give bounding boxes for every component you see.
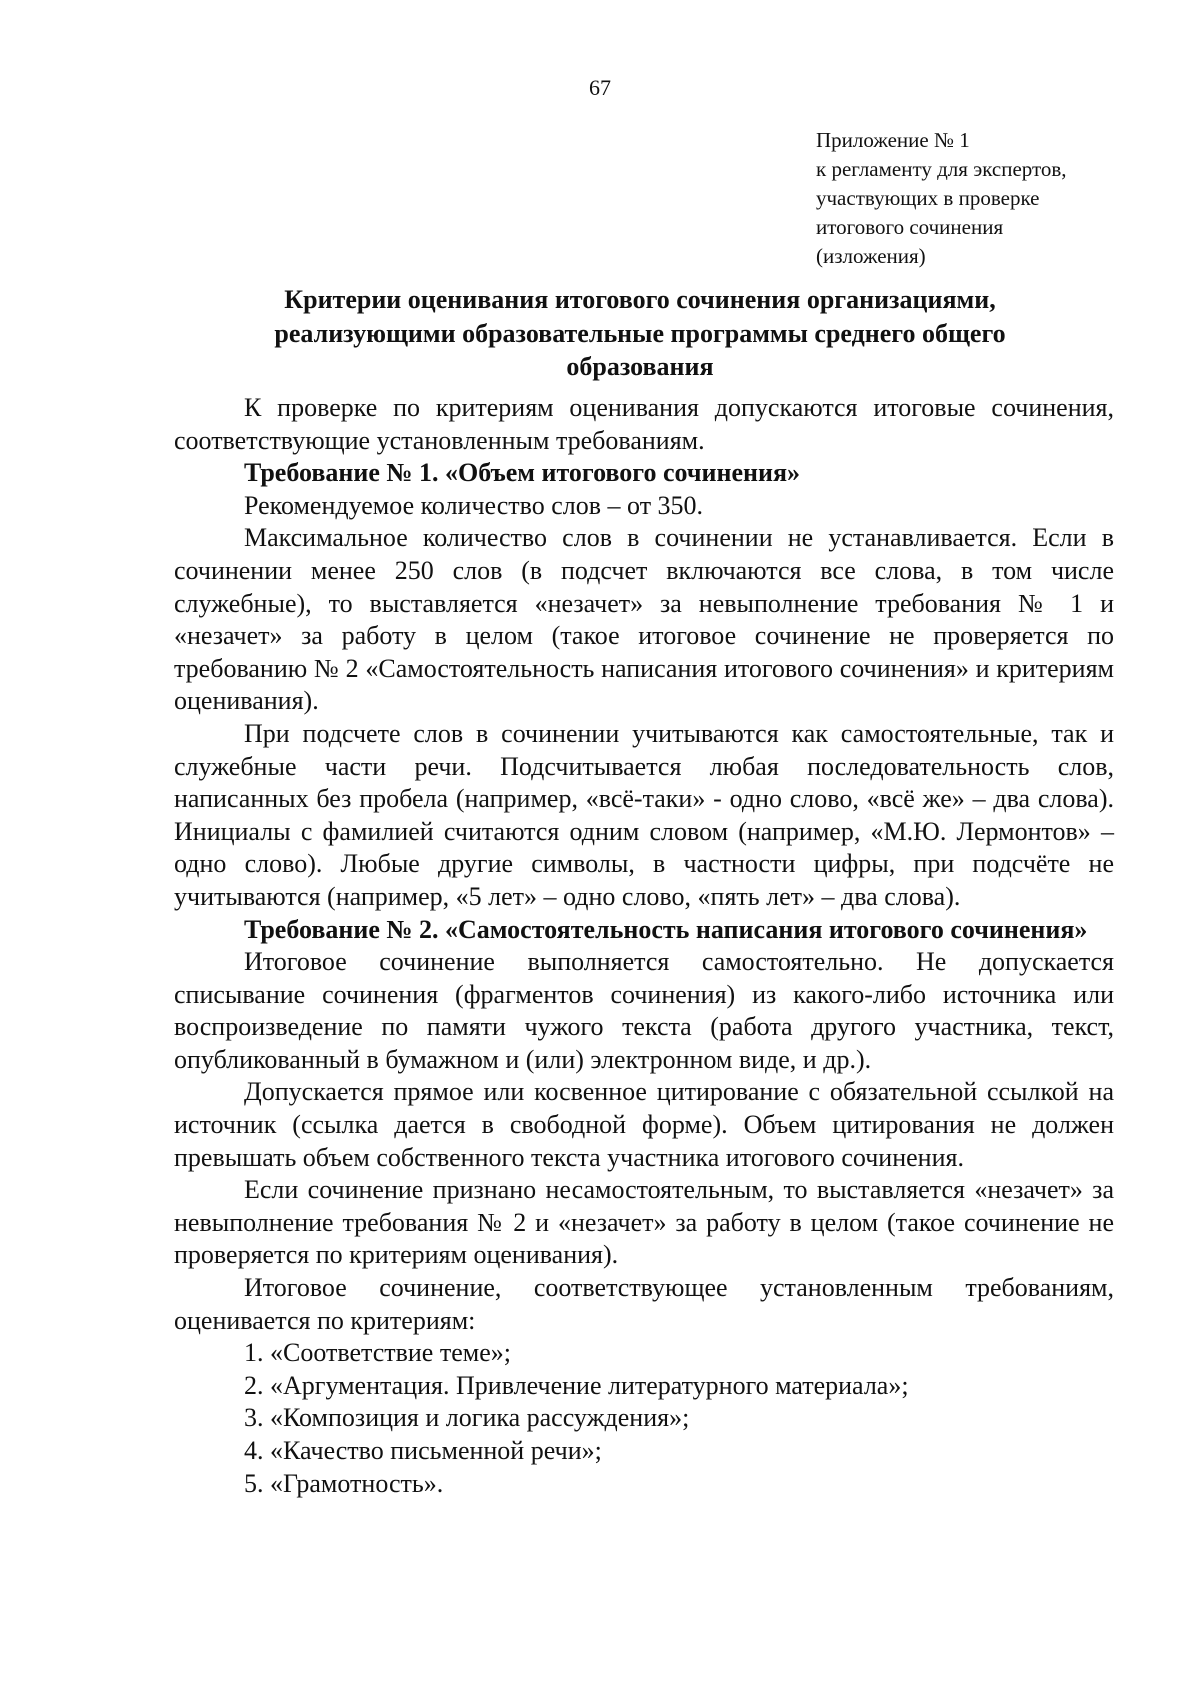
paragraph-word-counting: При подсчете слов в сочинении учитываются как самостоятельные, так и служебные части речи. Подсчитывается любая последовательность слов, написанных без пробела (например, «всё-таки» - одно слово, «всё же» – два слова). Инициалы с фамилией считаются одним словом (например, «М.Ю. Лермонтов» – одно слово). Любые другие символы, в частности цифры, при подсчёте не учитываются (например, «5 лет» – одно слово, «пять лет» – два слова). bbox=[174, 718, 1114, 911]
appendix-line: итогового сочинения bbox=[816, 215, 1004, 239]
paragraph-max-words: Максимальное количество слов в сочинении не устанавливается. Если в сочинении менее 250 слов (в подсчет включаются все слова, в том числе служебные), то выставляется «незачет» за невыполнение требования № 1 и «незачет» за работу в целом (такое итоговое сочинение не проверяется по требованию № 2 «Самостоятельность написания итогового сочинения» и критериям оценивания). bbox=[174, 523, 1114, 716]
criteria-item: 3. «Композиция и логика рассуждения»; bbox=[244, 1403, 690, 1433]
page-number: 67 bbox=[589, 75, 611, 100]
document-body bbox=[174, 392, 1114, 1500]
appendix-line: к регламенту для экспертов, bbox=[816, 157, 1067, 181]
paragraph-criteria-intro: Итоговое сочинение, соответствующее установленным требованиям, оценивается по критериям: bbox=[174, 1273, 1114, 1335]
paragraph-independence: Итоговое сочинение выполняется самостоятельно. Не допускается списывание сочинения (фрагментов сочинения) из какого-либо источника или воспроизведение по памяти чужого текста (работа другого участника, текст, опубликованный в бумажном и (или) электронном виде, и др.). bbox=[174, 947, 1114, 1074]
title-line: образования bbox=[566, 352, 714, 381]
paragraph-non-independent: Если сочинение признано несамостоятельным, то выставляется «незачет» за невыполнение требования № 2 и «незачет» за работу в целом (такое сочинение не проверяется по критериям оценивания). bbox=[174, 1175, 1114, 1270]
appendix-note bbox=[816, 126, 1186, 271]
criteria-item: 1. «Соответствие теме»; bbox=[244, 1338, 511, 1368]
intro-paragraph: К проверке по критериям оценивания допускаются итоговые сочинения, соответствующие установленным требованиям. bbox=[174, 393, 1114, 455]
appendix-line: участвующих в проверке bbox=[816, 186, 1040, 210]
criteria-item: 5. «Грамотность». bbox=[244, 1468, 444, 1498]
title-line: Критерии оценивания итогового сочинения организациями, bbox=[284, 285, 996, 314]
criteria-item: 4. «Качество письменной речи»; bbox=[244, 1436, 602, 1465]
criteria-item: 2. «Аргументация. Привлечение литературного материала»; bbox=[244, 1370, 909, 1400]
appendix-line: (изложения) bbox=[816, 244, 926, 268]
document-title bbox=[160, 283, 1120, 384]
recommended-word-count: Рекомендуемое количество слов – от 350. bbox=[244, 490, 704, 520]
paragraph-citation: Допускается прямое или косвенное цитирование с обязательной ссылкой на источник (ссылка дается в свободной форме). Объем цитирования не должен превышать объем собственного текста участника итогового сочинения. bbox=[174, 1077, 1114, 1172]
appendix-line: Приложение № 1 bbox=[816, 128, 970, 152]
requirement-1-heading: Требование № 1. «Объем итогового сочинения» bbox=[244, 458, 801, 488]
title-line: реализующими образовательные программы среднего общего bbox=[274, 318, 1006, 348]
requirement-2-heading: Требование № 2. «Самостоятельность написания итогового сочинения» bbox=[244, 914, 1088, 944]
